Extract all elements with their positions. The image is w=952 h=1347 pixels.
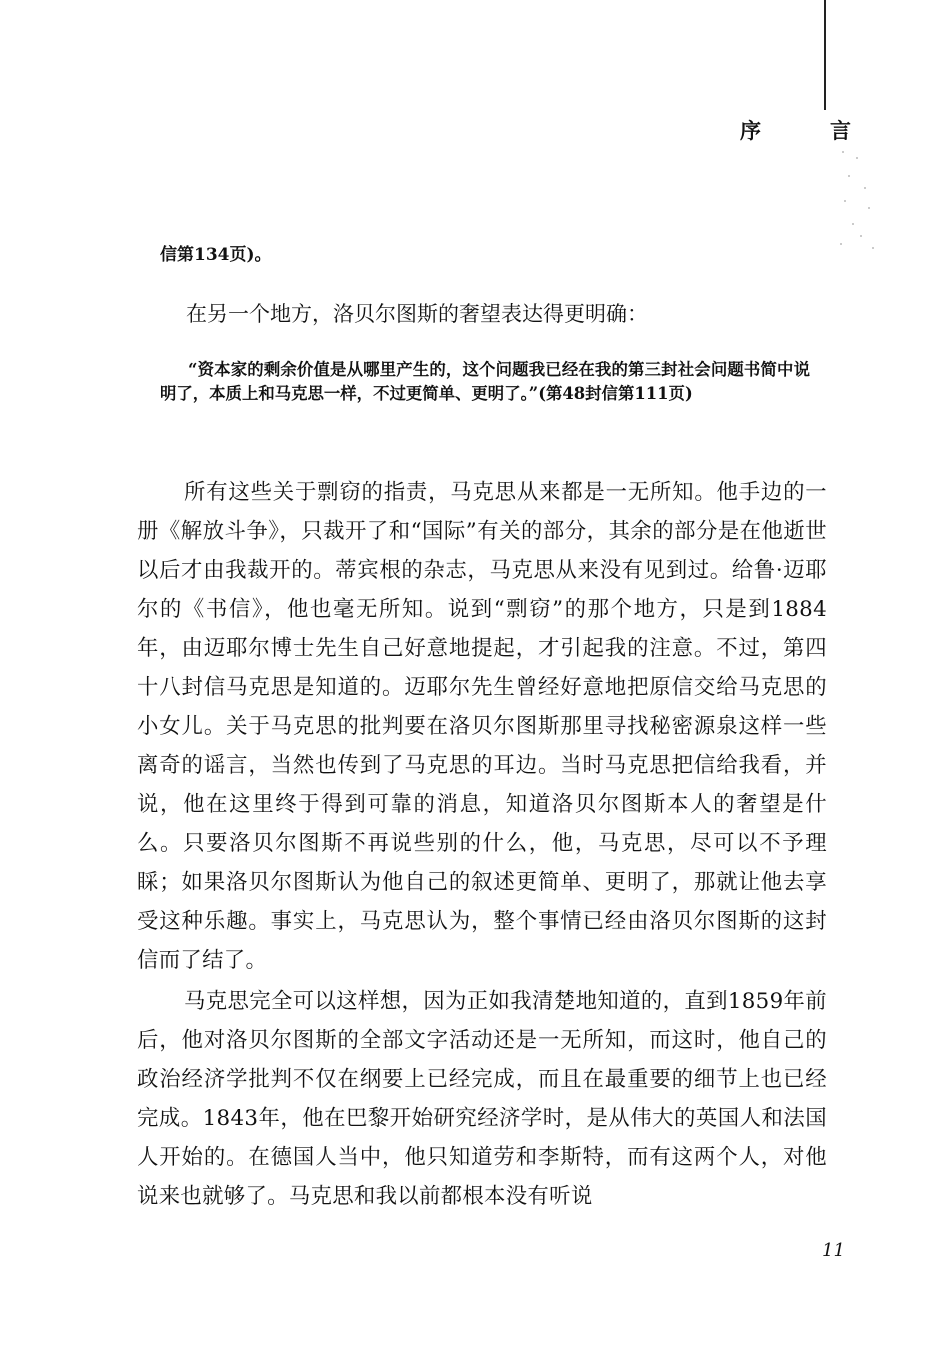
intro-paragraph: 在另一个地方，洛贝尔图斯的奢望表达得更明确： [186,302,648,326]
continuation-line: 信第134页)。 [160,245,272,265]
scan-speckle [838,145,878,255]
page-edge-line [824,0,826,110]
block-quote: “资本家的剩余价值是从哪里产生的，这个问题我已经在我的第三封社会问题书简中说明了，本质上和马克思一样，不过更简单、更明了。”(第48封信第111页) [160,360,810,403]
running-head: 序 言 [740,118,875,143]
body-paragraph-1: 所有这些关于剽窃的指责，马克思从来都是一无所知。他手边的一册《解放斗争》，只裁开了和“国际”有关的部分，其余的部分是在他逝世以后才由我裁开的。蒂宾根的杂志，马克思从来没有见到过。给鲁·迈耶尔的《书信》，他也毫无所知。说到“剽窃”的那个地方，只是到1884年，由迈耶尔博士先生自己好意地提起，才引起我的注意。不过，第四十八封信马克思是知道的。迈耶尔先生曾经好意地把原信交给马克思的小女儿。关于马克思的批判要在洛贝尔图斯那里寻找秘密源泉这样一些离奇的谣言，当然也传到了马克思的耳边。当时马克思把信给我看，并说，他在这里终于得到可靠的消息，知道洛贝尔图斯本人的奢望是什么。只要洛贝尔图斯不再说些别的什么，他，马克思，尽可以不予理睬；如果洛贝尔图斯认为他自己的叙述更简单、更明了，那就让他去享受这种乐趣。事实上，马克思认为，整个事情已经由洛贝尔图斯的这封信而了结了。 [137,480,827,973]
page-number: 11 [822,1240,845,1261]
body-paragraph-2: 马克思完全可以这样想，因为正如我清楚地知道的，直到1859年前后，他对洛贝尔图斯的全部文字活动还是一无所知，而这时，他自己的政治经济学批判不仅在纲要上已经完成，而且在最重要的细节上也已经完成。1843年，他在巴黎开始研究经济学时，是从伟大的英国人和法国人开始的。在德国人当中，他只知道劳和李斯特，而有这两个人，对他说来也就够了。马克思和我以前都根本没有听说 [137,989,827,1209]
